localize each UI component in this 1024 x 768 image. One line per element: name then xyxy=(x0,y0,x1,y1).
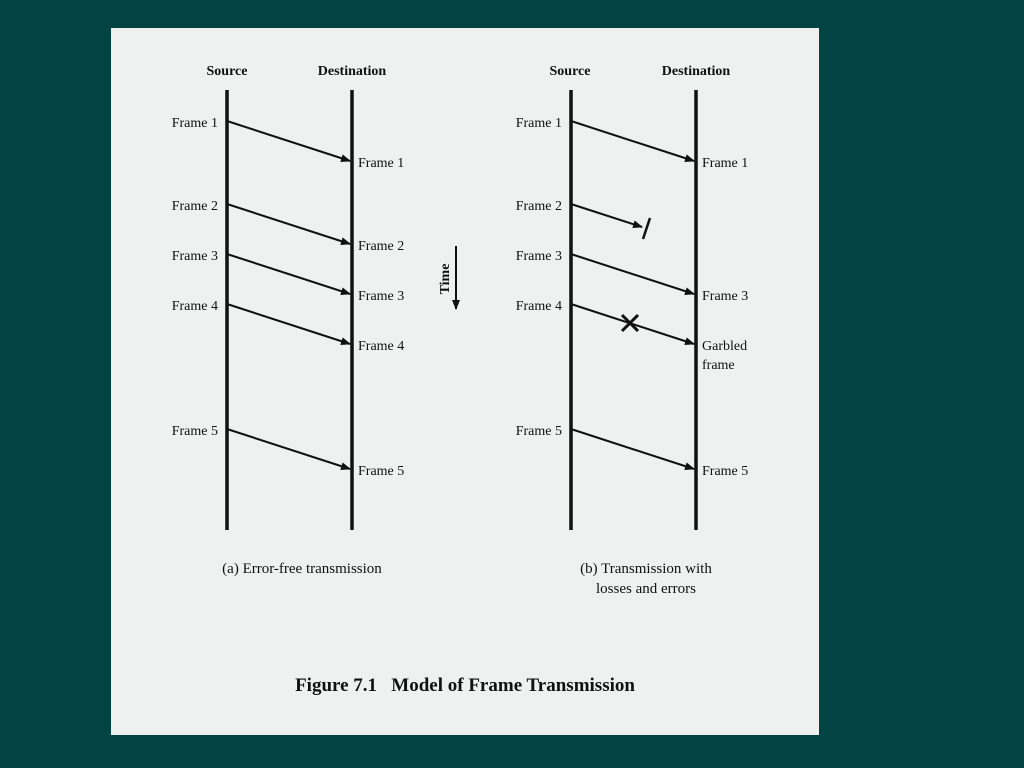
diagram-a-dest-frame-5: Frame 5 xyxy=(358,464,405,479)
figure-title: Figure 7.1 Model of Frame Transmission xyxy=(295,675,635,696)
diagram-a-dest-frame-3: Frame 3 xyxy=(358,289,405,304)
diagram-b-dest-frame-3: Frame 3 xyxy=(702,289,749,304)
diagram-a-arrow-frame-3 xyxy=(227,254,350,294)
diagram-b-arrow-frame-2-lost xyxy=(571,204,642,227)
diagram-a-caption: (a) Error-free transmission xyxy=(222,561,382,577)
diagram-a-source-frame-5: Frame 5 xyxy=(171,424,218,439)
figure-panel xyxy=(111,28,819,735)
diagram-b-dest-frame-1: Frame 1 xyxy=(702,156,749,171)
diagram-b xyxy=(516,64,749,530)
time-indicator xyxy=(438,246,456,309)
diagram-b-source-frame-2: Frame 2 xyxy=(515,199,562,214)
diagram-b-destination-label: Destination xyxy=(661,64,731,79)
time-label: Time xyxy=(438,263,453,295)
diagram-b-arrow-frame-1 xyxy=(571,121,694,161)
diagram-b-arrow-frame-3 xyxy=(571,254,694,294)
diagram-a xyxy=(172,64,405,530)
diagram-b-dest-garbled-line-2: frame xyxy=(702,358,735,373)
diagram-a-source-frame-3: Frame 3 xyxy=(171,249,218,264)
diagram-a-arrow-frame-1 xyxy=(227,121,350,161)
diagram-a-arrow-frame-5 xyxy=(227,429,350,469)
diagram-b-source-frame-1: Frame 1 xyxy=(515,116,562,131)
diagram-b-arrow-frame-5 xyxy=(571,429,694,469)
diagram-a-dest-frame-4: Frame 4 xyxy=(358,339,405,354)
diagram-a-dest-frame-2: Frame 2 xyxy=(358,239,405,254)
diagram-a-destination-label: Destination xyxy=(317,64,387,79)
diagram-b-caption-line-2: losses and errors xyxy=(596,581,696,597)
diagram-b-dest-garbled-line-1: Garbled xyxy=(702,339,748,354)
diagram-a-source-label: Source xyxy=(206,64,248,79)
diagram-b-source-frame-4: Frame 4 xyxy=(515,299,562,314)
diagram-a-arrow-frame-2 xyxy=(227,204,350,244)
diagram-b-caption xyxy=(536,559,756,599)
diagram-b-source-frame-5: Frame 5 xyxy=(515,424,562,439)
diagram-b-loss-marker-icon xyxy=(643,218,650,239)
diagram-a-source-frame-4: Frame 4 xyxy=(171,299,218,314)
diagram-a-dest-frame-1: Frame 1 xyxy=(358,156,405,171)
diagram-b-dest-frame-5: Frame 5 xyxy=(702,464,749,479)
frame-transmission-diagram xyxy=(111,28,819,735)
diagram-b-source-frame-3: Frame 3 xyxy=(515,249,562,264)
diagram-a-source-frame-1: Frame 1 xyxy=(171,116,218,131)
diagram-a-arrow-frame-4 xyxy=(227,304,350,344)
diagram-a-source-frame-2: Frame 2 xyxy=(171,199,218,214)
diagram-b-caption-line-1: (b) Transmission with xyxy=(580,561,712,577)
diagram-b-source-label: Source xyxy=(549,64,591,79)
diagram-b-error-cross-icon xyxy=(622,315,638,331)
